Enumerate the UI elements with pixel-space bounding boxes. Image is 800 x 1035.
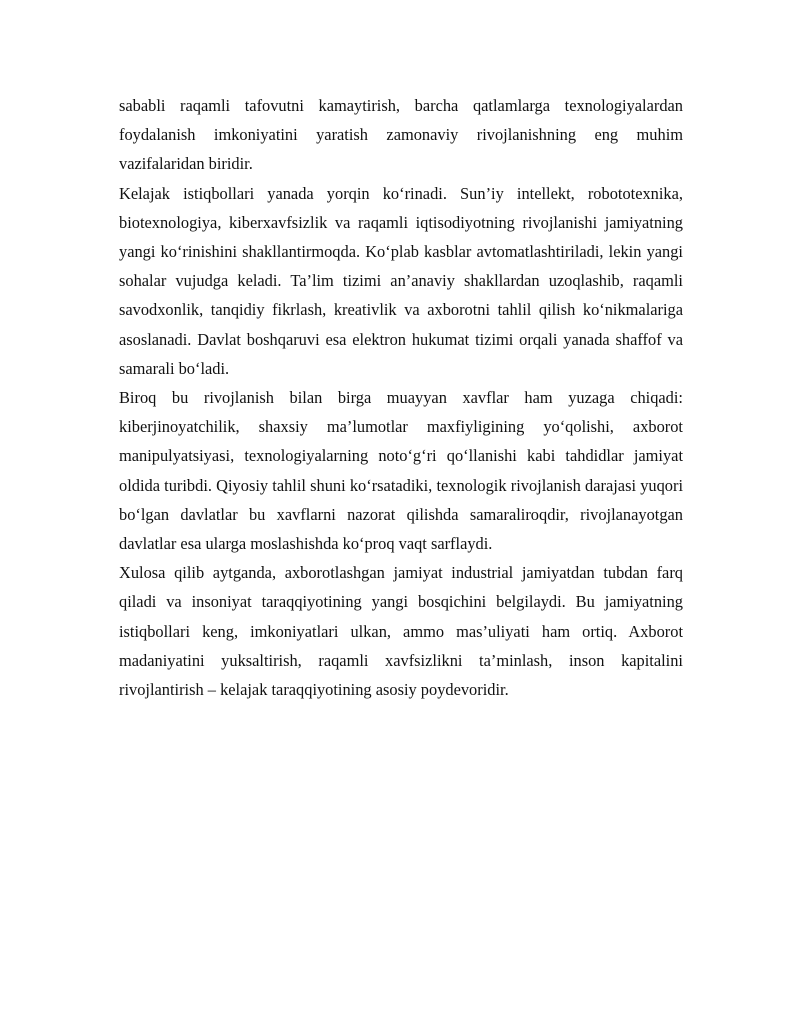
document-body (119, 91, 683, 704)
paragraph-risks: Biroq bu rivojlanish bilan birga muayyan xavflar ham yuzaga chiqadi: kiberjinoyatchilik, shaxsiy ma’lumotlar maxfiyligining yo‘qolishi, axborot manipulyatsiyasi, texnologiyalarning noto‘g‘ri qo‘llanishi kabi tahdidlar jamiyat oldida turibdi. Qiyosiy tahlil shuni ko‘rsatadiki, texnologik rivojlanish darajasi yuqori bo‘lgan davlatlar bu xavflarni nazorat qilishda samaraliroqdir, rivojlanayotgan davlatlar esa ularga moslashishda ko‘proq vaqt sarflaydi. (119, 388, 683, 554)
paragraph-future-prospects: Kelajak istiqbollari yanada yorqin ko‘rinadi. Sun’iy intellekt, robototexnika, biotexnologiya, kiberxavfsizlik va raqamli iqtisodiyotning rivojlanishi jamiyatning yangi ko‘rinishini shakllantirmoqda. Ko‘plab kasblar avtomatlashtiriladi, lekin yangi sohalar vujudga keladi. Ta’lim tizimi an’anaviy shakllardan uzoqlashib, raqamli savodxonlik, tanqidiy fikrlash, kreativlik va axborotni tahlil qilish ko‘nikmalariga asoslanadi. Davlat boshqaruvi esa elektron hukumat tizimi orqali yanada shaffof va samarali bo‘ladi. (119, 183, 683, 378)
paragraph-conclusion: Xulosa qilib aytganda, axborotlashgan jamiyat industrial jamiyatdan tubdan farq qiladi va insoniyat taraqqiyotining yangi bosqichini belgilaydi. Bu jamiyatning istiqbollari keng, imkoniyatlari ulkan, ammo mas’uliyati ham ortiq. Axborot madaniyatini yuksaltirish, raqamli xavfsizlikni ta’minlash, inson kapitalini rivojlantirish – kelajak taraqqiyotining asosiy poydevoridir. (119, 563, 683, 700)
paragraph-continuation: sababli raqamli tafovutni kamaytirish, barcha qatlamlarga texnologiyalardan foydalanish imkoniyatini yaratish zamonaviy rivojlanishning eng muhim vazifalaridan biridir. (119, 96, 683, 174)
